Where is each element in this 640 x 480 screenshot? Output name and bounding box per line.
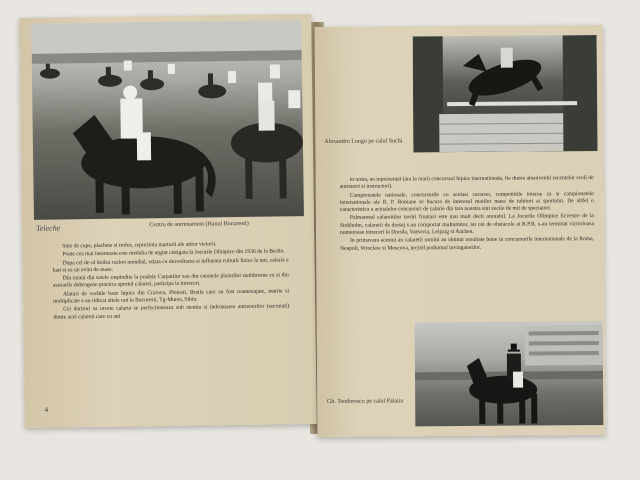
- paragraph: Dupa cel de-al doilea razboi mondial, odata cu dezvoltarea si influenta culturii fizice la noi, calaria a luat si ea un avint de mase.: [52, 256, 289, 274]
- left-page: [19, 14, 317, 428]
- open-booklet: [14, 16, 596, 436]
- paragraph: Campionatele nationale, concursurile cu acelasi caracter, competitiile interne ca si campionatele internationale ale R. P. Romane se bucura de interesul marilor mase de iubitori ai sportului. De altfel o caracteristica a actualelor concursuri de calarie din tara noastra sint zecile de mii de spectatori.: [339, 190, 594, 214]
- paragraph: in urma, au reprezentat (ara la marii concursuri hipice internationale, fie dintre absolventii recentelor scoli de antrenori si instructori).: [339, 175, 594, 191]
- horses-illustration: [31, 20, 304, 220]
- training-center-photo: [31, 20, 304, 220]
- teodorescu-caption: Gh. Teodorescu pe calul Palatin: [327, 398, 404, 405]
- left-page-text: [52, 240, 289, 322]
- right-page-text: [340, 175, 595, 254]
- paragraph: Poate cea mai insemnata este medalia de argint cistigata la Jocurile Olimpice din 1936 de la Berlin.: [62, 248, 285, 258]
- dressage-photo: [415, 321, 604, 426]
- paragraph: Alaturi de vechile baze hipice din Craiova, Ploiesti, Braila care au fost reamenajate, marite si multiplicate s-au ridicat altele noi la Bucuresti, Tg-Mures, Sibiu.: [53, 288, 290, 305]
- paragraph: Din tarani din satele raspindite la poalele Carpatilor sau din catunele plaiurilor moldovene ca si din asezarile dobrogene practica sportul calariei, participa la intreceri.: [52, 272, 289, 290]
- show-jumping-photo: [413, 35, 598, 152]
- training-center-caption: Centru de antrenament (Hanul Bucuresti): [149, 220, 249, 229]
- paragraph: Sute de cupe, plachete si trofee, reprezinta marturii ale atitor victorii.: [62, 241, 217, 250]
- jumping-illustration: [413, 35, 598, 152]
- right-page: [315, 25, 606, 437]
- paragraph: Palmaresul calareitilor nostri fruntasi este mai mult decit onorabil. La Jocurile Olimpice Ecvestre de la Stokholm, calaretii de dresaj s-au comportat multumitor, iar cei de obstacole ai R.P.R. s-au terminat victorioasa numeroase intreceri la Dresda, Varsovia, Leipzig si Aachen.: [339, 213, 594, 236]
- page-number: 4: [44, 405, 49, 414]
- handwritten-signature: Teleche: [36, 223, 61, 233]
- paragraph: Cei doritori sa invete calaria se perfectioneaza sub atentia si indrumarea antrenorilor (recrutati) dintre acei calareti care cu ani: [53, 303, 290, 321]
- paragraph: In primavara acestui an calaretii romini au obtinut rezultate bune in concursurile internationale de la Roma, Neapoli, Wroclaw si Moscova, urcind podiumul invingatorilor.: [340, 236, 595, 252]
- longo-caption: Alexandru Longo pe calul Suchi: [324, 138, 403, 145]
- dressage-illustration: [415, 321, 604, 426]
